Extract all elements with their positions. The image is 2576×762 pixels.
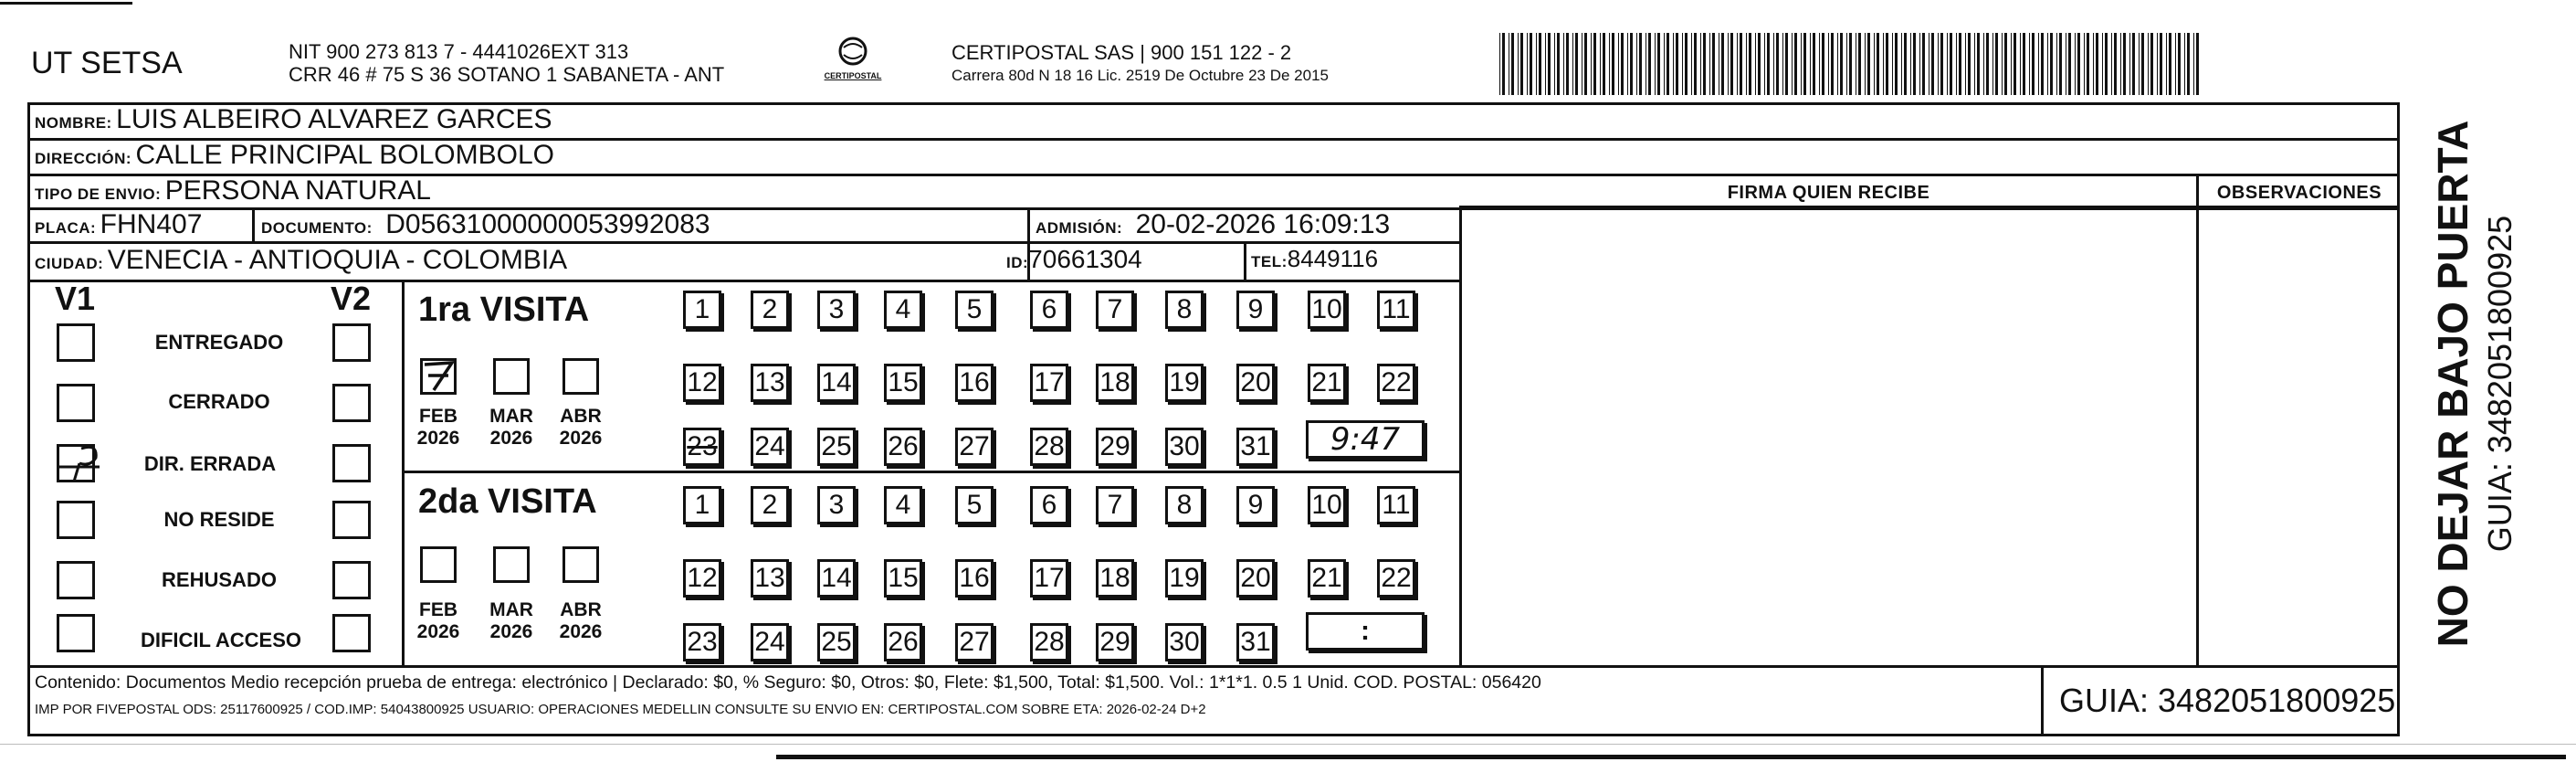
second-day-23[interactable]: 23: [683, 623, 721, 661]
v2-dificil-acceso-checkbox[interactable]: [332, 614, 371, 652]
company-name: UT SETSA: [31, 46, 183, 80]
first-day-20[interactable]: 20: [1236, 364, 1275, 402]
first-day-6[interactable]: 6: [1030, 291, 1068, 329]
v2-no-reside-checkbox[interactable]: [332, 501, 371, 539]
first-mar-checkbox[interactable]: [493, 358, 530, 395]
second-day-14[interactable]: 14: [817, 559, 856, 598]
first-day-13[interactable]: 13: [751, 364, 789, 402]
first-day-24[interactable]: 24: [751, 428, 789, 466]
logo-text: CERTIPOSTAL: [824, 71, 882, 80]
first-day-15[interactable]: 15: [884, 364, 922, 402]
placa-label: PLACA:: [35, 219, 97, 237]
handwritten-seven-icon: [419, 357, 459, 394]
admision-value: 20-02-2026 16:09:13: [1135, 209, 1391, 239]
second-day-29[interactable]: 29: [1096, 623, 1134, 661]
second-day-9[interactable]: 9: [1236, 486, 1275, 524]
v2-rehusado-checkbox[interactable]: [332, 561, 371, 599]
status-entregado: ENTREGADO: [154, 331, 284, 354]
side-guia: GUIA: 3482051800925: [2481, 215, 2518, 553]
ciudad-value: VENECIA - ANTIOQUIA - COLOMBIA: [107, 245, 568, 275]
status-cerrado: CERRADO: [168, 390, 270, 413]
first-day-29[interactable]: 29: [1096, 428, 1134, 466]
second-day-24[interactable]: 24: [751, 623, 789, 661]
status-dificil-acceso: DIFICIL ACCESO: [140, 629, 301, 651]
observaciones-header: OBSERVACIONES: [2216, 183, 2382, 203]
v2-entregado-checkbox[interactable]: [332, 323, 371, 362]
first-day-26[interactable]: 26: [884, 428, 922, 466]
second-time-sep: :: [1361, 616, 1370, 646]
tipo-value: PERSONA NATURAL: [164, 175, 431, 206]
documento-cell: [261, 209, 710, 240]
nit-line: NIT 900 273 813 7 - 4441026EXT 313: [289, 40, 629, 63]
second-abr-checkbox[interactable]: [563, 546, 599, 583]
first-day-3[interactable]: 3: [817, 291, 856, 329]
ciudad-label: CIUDAD:: [35, 255, 104, 272]
admision-label: ADMISIÓN:: [1036, 219, 1123, 237]
first-day-17[interactable]: 17: [1030, 364, 1068, 402]
status-no-reside: NO RESIDE: [163, 508, 275, 531]
second-day-5[interactable]: 5: [955, 486, 994, 524]
second-time-box[interactable]: [1306, 612, 1425, 651]
second-day-2[interactable]: 2: [751, 486, 789, 524]
nombre-value: LUIS ALBEIRO ALVAREZ GARCES: [116, 104, 552, 134]
firma-header: FIRMA QUIEN RECIBE: [1727, 183, 1930, 203]
first-day-8[interactable]: 8: [1165, 291, 1204, 329]
v1-entregado-checkbox[interactable]: [57, 323, 95, 362]
status-rehusado: REHUSADO: [162, 568, 277, 591]
second-day-28[interactable]: 28: [1030, 623, 1068, 661]
second-mar-checkbox[interactable]: [493, 546, 530, 583]
first-visit-title: 1ra VISITA: [418, 291, 590, 329]
top-rule: [0, 2, 132, 5]
first-day-25[interactable]: 25: [817, 428, 856, 466]
second-day-20[interactable]: 20: [1236, 559, 1275, 598]
second-day-25[interactable]: 25: [817, 623, 856, 661]
first-day-30[interactable]: 30: [1165, 428, 1204, 466]
direccion-row: [35, 140, 554, 171]
first-day-9[interactable]: 9: [1236, 291, 1275, 329]
bottom-rule: [776, 755, 2566, 759]
first-day-23[interactable]: 23: [683, 428, 721, 466]
first-day-31[interactable]: 31: [1236, 428, 1275, 466]
first-day-2[interactable]: 2: [751, 291, 789, 329]
first-month-abr: ABR 2026: [559, 406, 603, 449]
second-day-16[interactable]: 16: [955, 559, 994, 598]
v1-header: V1: [55, 280, 96, 317]
first-day-28[interactable]: 28: [1030, 428, 1068, 466]
admision-cell: [1036, 209, 1390, 240]
second-day-1[interactable]: 1: [683, 486, 721, 524]
second-day-7[interactable]: 7: [1096, 486, 1134, 524]
footer-imp: IMP POR FIVEPOSTAL ODS: 25117600925 / COD.IMP: 54043800925 USUARIO: OPERACIONES MEDELLIN CONSULTE SU ENVIO EN: CERTIPOSTAL.COM SOBRE ETA: 2026-02-24 D+2: [35, 702, 1206, 717]
second-day-3[interactable]: 3: [817, 486, 856, 524]
v1-rehusado-checkbox[interactable]: [57, 561, 95, 599]
placa-value: FHN407: [100, 209, 203, 239]
first-day-11[interactable]: 11: [1377, 291, 1415, 329]
second-day-17[interactable]: 17: [1030, 559, 1068, 598]
id-label: ID:: [1006, 254, 1029, 271]
v1-cerrado-checkbox[interactable]: [57, 384, 95, 422]
certipostal-logo: [822, 35, 884, 90]
first-day-22[interactable]: 22: [1377, 364, 1415, 402]
first-day-4[interactable]: 4: [884, 291, 922, 329]
ciudad-cell: [35, 245, 567, 276]
first-day-10[interactable]: 10: [1308, 291, 1346, 329]
barcode: [1498, 33, 2201, 95]
second-day-12[interactable]: 12: [683, 559, 721, 598]
first-day-1[interactable]: 1: [683, 291, 721, 329]
second-day-13[interactable]: 13: [751, 559, 789, 598]
v1-no-reside-checkbox[interactable]: [57, 501, 95, 539]
first-day-5[interactable]: 5: [955, 291, 994, 329]
first-day-14[interactable]: 14: [817, 364, 856, 402]
first-day-19[interactable]: 19: [1165, 364, 1204, 402]
second-month-abr: ABR 2026: [559, 599, 603, 642]
nombre-row: [35, 104, 552, 135]
status-dir-errada: DIR. ERRADA: [143, 452, 277, 475]
second-day-10[interactable]: 10: [1308, 486, 1346, 524]
second-day-6[interactable]: 6: [1030, 486, 1068, 524]
tel-cell: [1251, 245, 1378, 273]
second-day-8[interactable]: 8: [1165, 486, 1204, 524]
first-feb-checkbox[interactable]: [420, 358, 457, 395]
tel-value: 8449116: [1287, 245, 1379, 272]
side-no-dejar: NO DEJAR BAJO PUERTA: [2429, 120, 2476, 648]
second-day-15[interactable]: 15: [884, 559, 922, 598]
first-month-mar: MAR 2026: [489, 406, 533, 449]
second-day-4[interactable]: 4: [884, 486, 922, 524]
certipostal-name: CERTIPOSTAL SAS | 900 151 122 - 2: [952, 41, 1292, 64]
v2-header: V2: [331, 280, 372, 317]
documento-label: DOCUMENTO:: [261, 219, 373, 237]
first-day-27[interactable]: 27: [955, 428, 994, 466]
v2-dir-errada-checkbox[interactable]: [332, 444, 371, 482]
first-day-7[interactable]: 7: [1096, 291, 1134, 329]
first-abr-checkbox[interactable]: [563, 358, 599, 395]
second-day-22[interactable]: 22: [1377, 559, 1415, 598]
v2-cerrado-checkbox[interactable]: [332, 384, 371, 422]
second-day-31[interactable]: 31: [1236, 623, 1275, 661]
second-visit-title: 2da VISITA: [418, 482, 597, 521]
tel-label: TEL:: [1251, 253, 1288, 270]
second-day-19[interactable]: 19: [1165, 559, 1204, 598]
address-line: CRR 46 # 75 S 36 SOTANO 1 SABANETA - ANT: [289, 63, 725, 86]
second-day-21[interactable]: 21: [1308, 559, 1346, 598]
first-time-value: 9:47: [1330, 421, 1401, 458]
second-feb-checkbox[interactable]: [420, 546, 457, 583]
second-day-30[interactable]: 30: [1165, 623, 1204, 661]
footer-contenido: Contenido: Documentos Medio recepción prueba de entrega: electrónico | Declarado: $0, % Seguro: $0, Otros: $0, Flete: $1,500, Total: $1,500. Vol.: 1*1*1. 0.5 1 Unid. COD. POSTAL: 056420: [35, 672, 1541, 693]
tipo-label: TIPO DE ENVIO:: [35, 185, 162, 203]
first-time-box[interactable]: [1306, 420, 1425, 459]
second-day-27[interactable]: 27: [955, 623, 994, 661]
id-value: 70661304: [1028, 245, 1142, 273]
first-day-21[interactable]: 21: [1308, 364, 1346, 402]
id-cell: [1006, 245, 1142, 274]
tipo-row: [35, 175, 431, 206]
placa-cell: [35, 209, 202, 240]
first-month-feb: FEB 2026: [416, 406, 460, 449]
first-day-18[interactable]: 18: [1096, 364, 1134, 402]
second-month-feb: FEB 2026: [416, 599, 460, 642]
v1-dificil-acceso-checkbox[interactable]: [57, 614, 95, 652]
first-day-12[interactable]: 12: [683, 364, 721, 402]
nombre-label: NOMBRE:: [35, 114, 112, 132]
first-day-16[interactable]: 16: [955, 364, 994, 402]
v1-dir-errada-checkbox[interactable]: [57, 444, 95, 482]
second-day-18[interactable]: 18: [1096, 559, 1134, 598]
second-day-26[interactable]: 26: [884, 623, 922, 661]
second-day-11[interactable]: 11: [1377, 486, 1415, 524]
footer-guia: GUIA: 3482051800925: [2059, 682, 2396, 719]
direccion-label: DIRECCIÓN:: [35, 150, 132, 167]
documento-value: D05631000000053992083: [385, 209, 710, 239]
certipostal-license: Carrera 80d N 18 16 Lic. 2519 De Octubre 23 De 2015: [952, 67, 1329, 84]
second-month-mar: MAR 2026: [489, 599, 533, 642]
direccion-value: CALLE PRINCIPAL BOLOMBOLO: [135, 140, 554, 170]
